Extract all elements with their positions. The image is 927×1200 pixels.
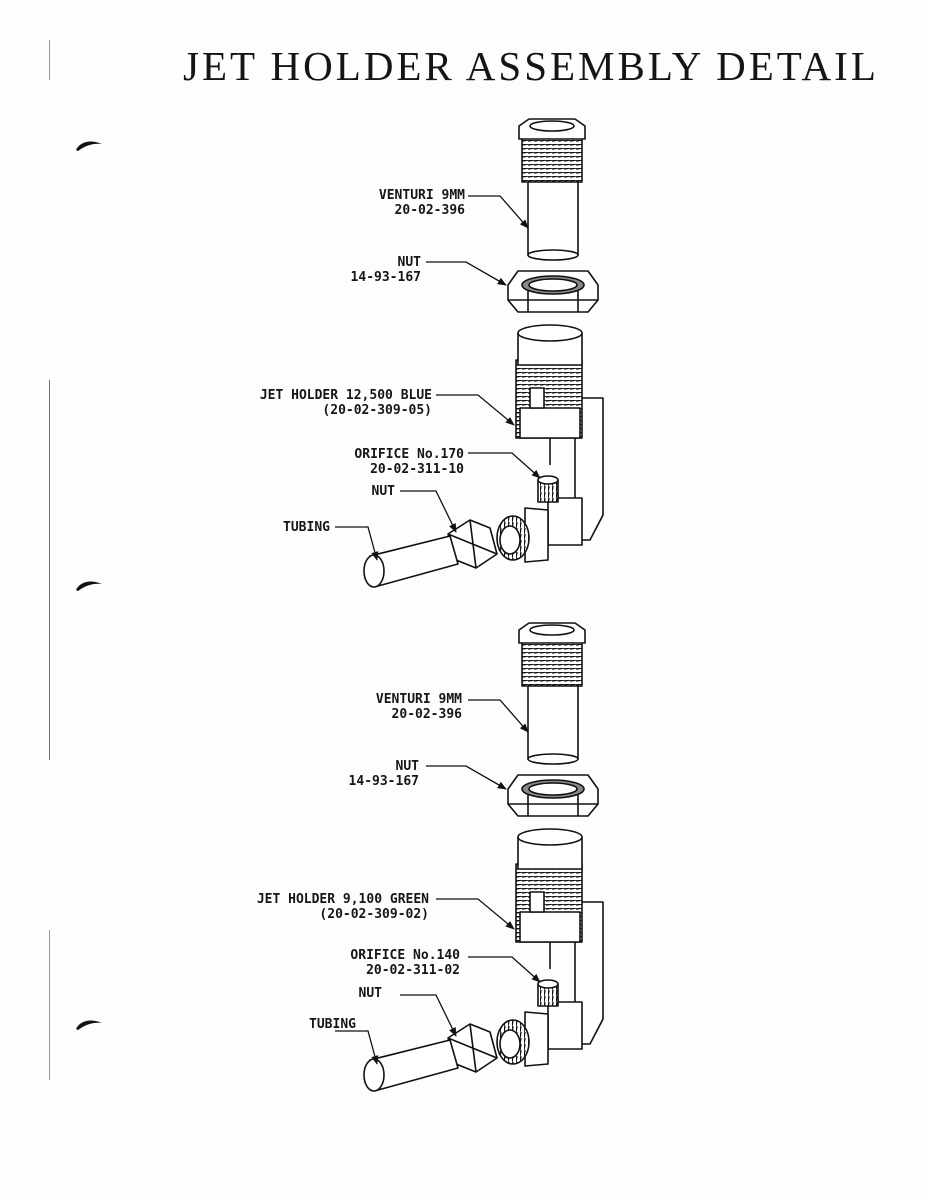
tubing-name: TUBING — [283, 520, 330, 535]
orifice-name: ORIFICE No.140 — [350, 948, 460, 963]
nut-part-number: 14-93-167 — [350, 270, 421, 285]
orifice-name: ORIFICE No.170 — [354, 447, 464, 462]
nut-part-number: 14-93-167 — [348, 774, 419, 789]
assembly-2-drawing — [335, 623, 603, 1091]
jet-holder-name: JET HOLDER 9,100 GREEN — [256, 892, 429, 907]
venturi-part-number: 20-02-396 — [391, 707, 462, 722]
jet-holder-part-number: (20-02-309-02) — [319, 907, 429, 922]
nut-name: NUT — [395, 759, 419, 774]
page-title: JET HOLDER ASSEMBLY DETAIL — [183, 43, 879, 89]
nut-name: NUT — [397, 255, 421, 270]
orifice-part-number: 20-02-311-10 — [370, 462, 464, 477]
jet-holder-name: JET HOLDER 12,500 BLUE — [259, 388, 432, 403]
venturi-name: VENTURI 9MM — [378, 188, 465, 203]
venturi-part-number: 20-02-396 — [394, 203, 465, 218]
tubing-name: TUBING — [309, 1017, 356, 1032]
tube-nut-name: NUT — [371, 484, 395, 499]
tube-nut-name: NUT — [358, 986, 382, 1001]
assembly-1-drawing — [335, 119, 603, 587]
jet-holder-part-number: (20-02-309-05) — [322, 403, 432, 418]
orifice-part-number: 20-02-311-02 — [366, 963, 460, 978]
venturi-name: VENTURI 9MM — [375, 692, 462, 707]
